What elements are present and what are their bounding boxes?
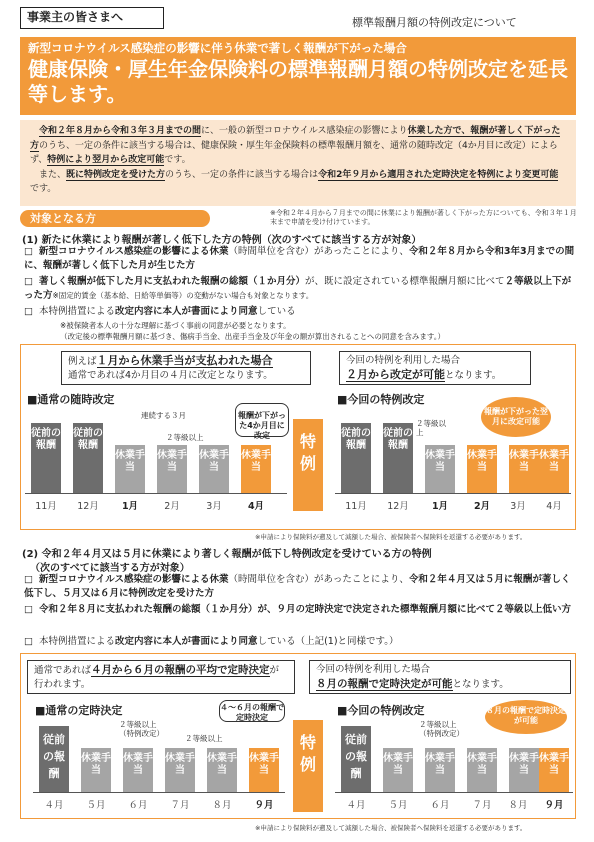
- diagram1-callout-right: [339, 351, 531, 385]
- bar-prev: 従前の報酬: [73, 423, 103, 493]
- diagram1-callout-left: [61, 351, 311, 385]
- intro-text: です。: [30, 184, 57, 194]
- bar-prev: 従前の報酬: [341, 423, 371, 493]
- baseline: [33, 792, 285, 793]
- grade-drop-label: ２等級以上: [416, 419, 446, 437]
- special-token: 特例: [293, 720, 323, 812]
- special-token: 特例: [293, 419, 323, 511]
- month-label: ５月: [388, 800, 408, 811]
- bar-leave-revised: 休業手当: [467, 445, 497, 493]
- bar-prev: 従前の報酬: [31, 423, 61, 493]
- checkbox-icon: □: [24, 276, 33, 287]
- condition-bold: 新型コロナウイルス感染症の影響による休業: [39, 574, 229, 585]
- bar-leave: 休業手当: [425, 445, 455, 493]
- intro-text: また、: [39, 169, 67, 180]
- month-label: ６月: [128, 800, 148, 811]
- condition-text: （時間単位を含む）があったことにより、: [228, 246, 409, 257]
- intro-text: のうち、一定の条件に該当する場合は、健康保険・厚生年金保険料の標準報酬月額を、通常の随時改定（4か月目に改定）によらず、: [30, 140, 558, 165]
- bar-prev: 従前の報酬: [341, 726, 371, 792]
- month-label: ８月: [508, 800, 528, 811]
- grade-special-label: ２等級以上（特例改定）: [119, 720, 164, 738]
- callout-highlight: ２月から改定が可能: [346, 368, 445, 381]
- bar-leave: 休業手当: [467, 748, 497, 792]
- left-bubble: 報酬が下がった4か月目に改定: [235, 403, 289, 437]
- condition-text: （時間単位を含む）があったことにより、: [228, 574, 409, 585]
- condition-text: している（上記(1)と同様です。）: [257, 636, 399, 647]
- month-label: ４月: [44, 800, 64, 811]
- right-bubble: ８月の報酬で定時決定が可能: [485, 700, 567, 734]
- diagram1-right-title: ■今回の特例改定: [337, 393, 425, 406]
- bar-leave: 休業手当: [115, 445, 145, 493]
- banner-subtitle: 新型コロナウイルス感染症の影響に伴う休業で著しく報酬が下がった場合: [28, 41, 407, 55]
- month-label: ７月: [170, 800, 190, 811]
- bar-prev: 従前の報酬: [383, 423, 413, 493]
- section2-condition-2: [24, 603, 576, 617]
- bar-leave-revised: 休業手当: [539, 445, 569, 493]
- baseline: [25, 493, 287, 494]
- baseline: [335, 792, 573, 793]
- month-label: 2月: [164, 501, 180, 512]
- month-label: 2月: [473, 501, 491, 512]
- bar-leave: 休業手当: [383, 748, 413, 792]
- month-label: ９月: [544, 800, 564, 811]
- checkbox-icon: □: [24, 604, 33, 615]
- section1-condition-1: [24, 245, 576, 273]
- bar-leave-revised: 休業手当: [249, 748, 279, 792]
- month-label: 1月: [121, 501, 139, 512]
- intro-highlight: 特例により翌月から改定可能: [47, 155, 165, 165]
- diagram1-footnote: ※申請により保険料が遡及して減額した場合、被保険者へ保険料を返還する必要があります。: [255, 533, 527, 541]
- month-label: 12月: [387, 501, 409, 512]
- callout-highlight: １月から休業手当が支払われた場合: [96, 354, 273, 367]
- section1-note-1: ※被保険者本人の十分な理解に基づく事前の同意が必要となります。: [60, 321, 291, 330]
- callout-text: 通常であれば4か月目の４月に改定となります。: [68, 370, 273, 381]
- section2-heading: (2) 令和２年４月又は５月に休業により著しく報酬が低下し特例改定を受けている方の特例: [22, 549, 432, 560]
- bar-leave-revised: 休業手当: [241, 445, 271, 493]
- condition-bold: 令和２年８月から令和3年3月までの間に、報酬が著しく低下した月が生じた方: [24, 246, 575, 271]
- callout-text: となります。: [452, 679, 509, 690]
- month-label: 3月: [510, 501, 526, 512]
- month-label: ５月: [86, 800, 106, 811]
- grade-drop-label: ２等級以上: [166, 433, 204, 442]
- intro-target: 既に特例改定を受けた方: [66, 169, 166, 180]
- condition-text: 本特例措置による: [39, 306, 116, 317]
- bar-leave: 休業手当: [207, 748, 237, 792]
- section1-heading: (1) 新たに休業により報酬が著しく低下した方の特例（次のすべてに該当する方が対象）: [22, 235, 422, 246]
- document-title: 標準報酬月額の特例改定について: [352, 16, 517, 29]
- condition-bold: 新型コロナウイルス感染症の影響による休業: [39, 246, 229, 257]
- intro-period: 令和２年８月から令和３年３月までの間: [39, 126, 202, 136]
- diagram2-callout-left: [27, 660, 295, 694]
- month-label: ７月: [472, 800, 492, 811]
- callout-text: 例えば: [68, 356, 97, 367]
- month-label: 3月: [206, 501, 222, 512]
- callout-highlight: ８月の報酬で定時決定が可能: [316, 678, 453, 690]
- bar-prev: 従前の報酬: [39, 726, 69, 792]
- condition-text: が、既に設定されている標準報酬月額に比べて: [305, 276, 505, 287]
- bar-leave: 休業手当: [165, 748, 195, 792]
- bar-leave: 休業手当: [123, 748, 153, 792]
- audience-tag: 事業主の皆さまへ: [20, 7, 164, 29]
- section1-condition-2: [24, 275, 576, 303]
- bar-leave: 休業手当: [81, 748, 111, 792]
- condition-bold: 改定内容に本人が書面により同意: [115, 306, 258, 317]
- callout-highlight: ４月から６月の報酬の平均で定時決定: [91, 664, 270, 676]
- month-label: ９月: [254, 800, 274, 811]
- diagram2-right-title: ■今回の特例改定: [337, 704, 425, 717]
- intro-highlight: 令和2年９月から適用された定時決定を特例により変更可能: [318, 169, 559, 180]
- diagram2-callout-right: [309, 660, 571, 694]
- section2-condition-3: [24, 635, 576, 649]
- right-bubble: 報酬が下がった翌月に改定可能: [481, 397, 551, 437]
- section2-condition-1: [24, 573, 576, 601]
- condition-text: 本特例措置による: [39, 636, 116, 647]
- month-label: 11月: [345, 501, 367, 512]
- banner-title: 健康保険・厚生年金保険料の標準報酬月額の特例改定を延長等します。: [28, 57, 568, 106]
- grade-special-label: ２等級以上（特例改定）: [419, 720, 464, 738]
- section1-condition-3: [24, 305, 576, 319]
- condition-bold: 改定内容に本人が書面により同意: [115, 636, 258, 647]
- callout-text: が行われます。: [34, 665, 280, 690]
- intro-text: です。: [164, 155, 191, 165]
- consecutive-label: 連続する３月: [141, 411, 186, 420]
- condition-note: ※固定的賃金（基本給、日給等単価等）の変動がない場合も対象となります。: [52, 291, 314, 300]
- checkbox-icon: □: [24, 574, 33, 585]
- bar-leave: 休業手当: [157, 445, 187, 493]
- callout-text: となります。: [445, 370, 502, 381]
- month-label: ６月: [430, 800, 450, 811]
- month-label: 4月: [546, 501, 562, 512]
- month-label: ４月: [346, 800, 366, 811]
- checkbox-icon: □: [24, 636, 33, 647]
- checkbox-icon: □: [24, 246, 33, 257]
- callout-text: 通常であれば: [34, 665, 92, 676]
- bar-leave-revised: 休業手当: [539, 748, 569, 792]
- month-label: ８月: [212, 800, 232, 811]
- intro-box: [20, 120, 576, 206]
- intro-text: に、一般の新型コロナウイルス感染症の影響により: [201, 126, 408, 136]
- condition-bold: 令和２年４月又は５月に報酬が著しく低下し、５月又は６月に特例改定を受けた方: [24, 574, 571, 599]
- month-label: 1月: [431, 501, 449, 512]
- diagram1-panel: [20, 344, 576, 530]
- condition-text: している: [257, 306, 296, 317]
- section1-note-2: （改定後の標準報酬月額に基づき、傷病手当金、出産手当金及び年金の額が算出されることへの同意を含みます。）: [60, 332, 446, 341]
- section-pill: 対象となる方: [20, 210, 210, 227]
- intro-paragraph-1: [30, 124, 566, 168]
- diagram1-left-title: ■通常の随時改定: [27, 393, 115, 406]
- checkbox-icon: □: [24, 306, 33, 317]
- month-label: 4月: [247, 501, 265, 512]
- condition-bold: 令和２年８月に支払われた報酬の総額（１か月分）が、９月の定時決定で決定された標準報酬月額に比べて２等級以上低い方: [39, 604, 572, 615]
- bar-leave: 休業手当: [425, 748, 455, 792]
- baseline: [335, 493, 571, 494]
- section2-heading-2: （次のすべてに該当する方が対象）: [30, 563, 190, 574]
- intro-paragraph-2: [30, 168, 566, 197]
- callout-text: 今回の特例を利用した場合: [346, 355, 461, 366]
- target-note: ※令和２年４月から７月までの間に休業により報酬が著しく下がった方についても、令和３年１月末まで申請を受け付けています。: [270, 209, 577, 226]
- diagram2-left-title: ■通常の定時決定: [35, 704, 123, 717]
- bar-leave-revised: 休業手当: [509, 445, 539, 493]
- bar-leave: 休業手当: [509, 748, 539, 792]
- intro-target: 休業した方で、報酬が著しく下がった方: [30, 126, 561, 151]
- callout-text: 今回の特例を利用した場合: [316, 664, 431, 675]
- diagram2-panel: [20, 653, 576, 819]
- bar-leave: 休業手当: [199, 445, 229, 493]
- avg-bubble: ４～６月の報酬で定時決定: [219, 700, 285, 722]
- condition-bold: 著しく報酬が低下した月に支払われた報酬の総額（１か月分）: [39, 276, 306, 287]
- month-label: 12月: [77, 501, 99, 512]
- condition-bold: ２等級以上下がった方: [24, 276, 572, 301]
- intro-text: のうち、一定の条件に該当する場合は: [165, 169, 319, 180]
- grade-drop-label: ２等級以上: [185, 734, 223, 743]
- month-label: 11月: [35, 501, 57, 512]
- diagram2-footnote: ※申請により保険料が遡及して減額した場合、被保険者へ保険料を返還する必要があります。: [255, 824, 527, 832]
